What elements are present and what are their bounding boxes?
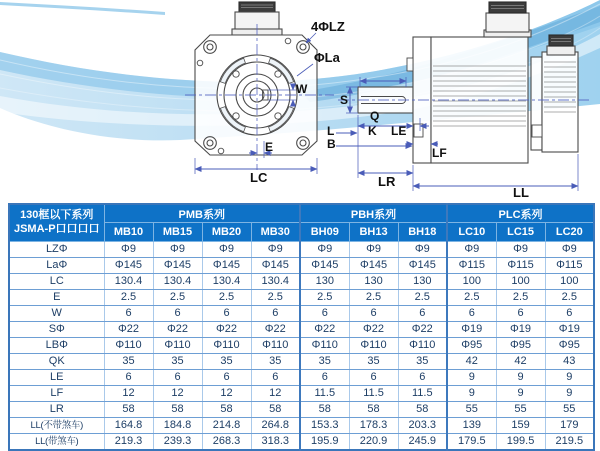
- value-cell: 199.5: [496, 434, 545, 451]
- value-cell: 220.9: [349, 434, 398, 451]
- value-cell: 130: [398, 274, 447, 290]
- column-header-bh13: BH13: [349, 223, 398, 242]
- dim-label-lf: LF: [432, 146, 447, 160]
- value-cell: 179: [545, 418, 594, 434]
- value-cell: 9: [447, 370, 496, 386]
- table-row: [9, 434, 594, 451]
- value-cell: 219.3: [104, 434, 153, 451]
- value-cell: 6: [447, 306, 496, 322]
- value-cell: 35: [202, 354, 251, 370]
- value-cell: 42: [447, 354, 496, 370]
- value-cell: 6: [398, 370, 447, 386]
- value-cell: 35: [251, 354, 300, 370]
- dim-label-w: W: [296, 82, 308, 96]
- row-label: QK: [9, 354, 104, 370]
- value-cell: Φ9: [251, 242, 300, 258]
- value-cell: 42: [496, 354, 545, 370]
- value-cell: 130.4: [251, 274, 300, 290]
- value-cell: Φ22: [104, 322, 153, 338]
- value-cell: 6: [349, 306, 398, 322]
- value-cell: Φ19: [496, 322, 545, 338]
- value-cell: 130.4: [104, 274, 153, 290]
- value-cell: Φ110: [202, 338, 251, 354]
- value-cell: 214.8: [202, 418, 251, 434]
- row-label: LL(带煞车): [9, 434, 104, 451]
- column-header-mb10: MB10: [104, 223, 153, 242]
- value-cell: Φ9: [153, 242, 202, 258]
- row-label: LaΦ: [9, 258, 104, 274]
- value-cell: 58: [153, 402, 202, 418]
- dimension-diagram: [0, 0, 600, 203]
- value-cell: 318.3: [251, 434, 300, 451]
- value-cell: 9: [447, 386, 496, 402]
- value-cell: 195.9: [300, 434, 349, 451]
- value-cell: 219.5: [545, 434, 594, 451]
- value-cell: Φ95: [496, 338, 545, 354]
- value-cell: Φ22: [300, 322, 349, 338]
- value-cell: 12: [153, 386, 202, 402]
- table-row: [9, 386, 594, 402]
- table-row: [9, 274, 594, 290]
- value-cell: 58: [251, 402, 300, 418]
- dim-label-lc: LC: [250, 170, 268, 185]
- value-cell: 35: [153, 354, 202, 370]
- dim-label-la: ΦLa: [314, 50, 340, 65]
- row-label: LL(不带煞车): [9, 418, 104, 434]
- value-cell: Φ9: [447, 242, 496, 258]
- value-cell: Φ19: [545, 322, 594, 338]
- value-cell: Φ9: [398, 242, 447, 258]
- value-cell: Φ110: [153, 338, 202, 354]
- value-cell: 2.5: [349, 290, 398, 306]
- value-cell: 130.4: [202, 274, 251, 290]
- value-cell: 2.5: [545, 290, 594, 306]
- value-cell: Φ95: [545, 338, 594, 354]
- value-cell: Φ95: [447, 338, 496, 354]
- value-cell: 130: [300, 274, 349, 290]
- value-cell: Φ110: [349, 338, 398, 354]
- value-cell: 130: [349, 274, 398, 290]
- value-cell: Φ9: [104, 242, 153, 258]
- value-cell: Φ9: [300, 242, 349, 258]
- value-cell: 6: [251, 370, 300, 386]
- value-cell: 58: [398, 402, 447, 418]
- value-cell: 6: [545, 306, 594, 322]
- value-cell: 2.5: [300, 290, 349, 306]
- row-label: LBΦ: [9, 338, 104, 354]
- value-cell: 58: [104, 402, 153, 418]
- value-cell: 58: [300, 402, 349, 418]
- table-row: [9, 306, 594, 322]
- dim-label-lz: 4ΦLZ: [311, 19, 345, 34]
- value-cell: 55: [545, 402, 594, 418]
- value-cell: 55: [447, 402, 496, 418]
- dim-label-s: S: [340, 93, 349, 107]
- corner-header: [9, 204, 104, 242]
- value-cell: 2.5: [496, 290, 545, 306]
- value-cell: 58: [349, 402, 398, 418]
- value-cell: 178.3: [349, 418, 398, 434]
- value-cell: 2.5: [104, 290, 153, 306]
- value-cell: 9: [496, 370, 545, 386]
- column-header-mb15: MB15: [153, 223, 202, 242]
- value-cell: Φ9: [349, 242, 398, 258]
- table-row: [9, 418, 594, 434]
- value-cell: Φ110: [300, 338, 349, 354]
- table-row: [9, 338, 594, 354]
- row-label: E: [9, 290, 104, 306]
- value-cell: 43: [545, 354, 594, 370]
- column-header-bh18: BH18: [398, 223, 447, 242]
- value-cell: 6: [251, 306, 300, 322]
- value-cell: 153.3: [300, 418, 349, 434]
- table-row: [9, 290, 594, 306]
- dim-label-le: LE: [391, 124, 407, 138]
- value-cell: 2.5: [447, 290, 496, 306]
- value-cell: 100: [447, 274, 496, 290]
- value-cell: 6: [349, 370, 398, 386]
- value-cell: 159: [496, 418, 545, 434]
- value-cell: Φ22: [153, 322, 202, 338]
- value-cell: Φ115: [545, 258, 594, 274]
- series-header-pmb: PMB系列: [104, 204, 300, 223]
- value-cell: 179.5: [447, 434, 496, 451]
- value-cell: 100: [545, 274, 594, 290]
- value-cell: 9: [496, 386, 545, 402]
- value-cell: 6: [104, 370, 153, 386]
- column-header-lc15: LC15: [496, 223, 545, 242]
- value-cell: 245.9: [398, 434, 447, 451]
- dim-label-lr: LR: [378, 174, 396, 189]
- value-cell: 268.3: [202, 434, 251, 451]
- table-row: [9, 354, 594, 370]
- value-cell: 139: [447, 418, 496, 434]
- value-cell: Φ9: [496, 242, 545, 258]
- value-cell: Φ110: [251, 338, 300, 354]
- column-header-bh09: BH09: [300, 223, 349, 242]
- table-row: [9, 322, 594, 338]
- value-cell: 58: [202, 402, 251, 418]
- value-cell: 12: [202, 386, 251, 402]
- value-cell: Φ22: [398, 322, 447, 338]
- value-cell: 55: [496, 402, 545, 418]
- table-row: [9, 242, 594, 258]
- value-cell: 100: [496, 274, 545, 290]
- value-cell: 6: [300, 306, 349, 322]
- value-cell: 164.8: [104, 418, 153, 434]
- dim-label-e: E: [265, 140, 274, 154]
- dim-label-k: K: [368, 124, 377, 138]
- table-row: [9, 402, 594, 418]
- value-cell: 2.5: [251, 290, 300, 306]
- value-cell: 239.3: [153, 434, 202, 451]
- value-cell: 203.3: [398, 418, 447, 434]
- series-header-row: [9, 204, 594, 223]
- value-cell: 11.5: [398, 386, 447, 402]
- row-label: LR: [9, 402, 104, 418]
- value-cell: 2.5: [202, 290, 251, 306]
- row-label: LF: [9, 386, 104, 402]
- value-cell: 2.5: [398, 290, 447, 306]
- value-cell: 6: [153, 370, 202, 386]
- value-cell: 35: [398, 354, 447, 370]
- value-cell: Φ115: [447, 258, 496, 274]
- value-cell: Φ145: [251, 258, 300, 274]
- value-cell: 264.8: [251, 418, 300, 434]
- value-cell: Φ110: [104, 338, 153, 354]
- value-cell: 6: [153, 306, 202, 322]
- series-header-plc: PLC系列: [447, 204, 594, 223]
- value-cell: Φ22: [349, 322, 398, 338]
- value-cell: Φ22: [251, 322, 300, 338]
- column-header-lc20: LC20: [545, 223, 594, 242]
- value-cell: 130.4: [153, 274, 202, 290]
- value-cell: 6: [104, 306, 153, 322]
- value-cell: Φ110: [398, 338, 447, 354]
- value-cell: 11.5: [300, 386, 349, 402]
- column-header-lc10: LC10: [447, 223, 496, 242]
- value-cell: Φ115: [496, 258, 545, 274]
- spec-table: [8, 203, 595, 451]
- value-cell: 11.5: [349, 386, 398, 402]
- row-label: LZΦ: [9, 242, 104, 258]
- value-cell: 35: [349, 354, 398, 370]
- value-cell: 184.8: [153, 418, 202, 434]
- dim-label-ll: LL: [513, 185, 529, 200]
- value-cell: Φ145: [398, 258, 447, 274]
- dim-label-q: Q: [370, 109, 380, 123]
- value-cell: 12: [251, 386, 300, 402]
- dim-label-l: L: [327, 124, 335, 138]
- table-row: [9, 370, 594, 386]
- dim-label-b: B: [327, 137, 336, 151]
- value-cell: 35: [104, 354, 153, 370]
- value-cell: Φ22: [202, 322, 251, 338]
- value-cell: Φ145: [349, 258, 398, 274]
- table-row: [9, 258, 594, 274]
- value-cell: Φ145: [153, 258, 202, 274]
- series-header-pbh: PBH系列: [300, 204, 447, 223]
- value-cell: 6: [496, 306, 545, 322]
- value-cell: 2.5: [153, 290, 202, 306]
- value-cell: Φ145: [104, 258, 153, 274]
- value-cell: Φ9: [545, 242, 594, 258]
- motor-front-view: [195, 2, 317, 155]
- column-header-mb30: MB30: [251, 223, 300, 242]
- row-label: LE: [9, 370, 104, 386]
- value-cell: 6: [300, 370, 349, 386]
- value-cell: 9: [545, 386, 594, 402]
- row-label: LC: [9, 274, 104, 290]
- corner-line1: 130框以下系列: [20, 209, 94, 222]
- value-cell: Φ145: [300, 258, 349, 274]
- value-cell: 35: [300, 354, 349, 370]
- column-header-mb20: MB20: [202, 223, 251, 242]
- corner-line2: JSMA-P口口口口: [13, 223, 100, 235]
- value-cell: 6: [202, 370, 251, 386]
- value-cell: Φ9: [202, 242, 251, 258]
- value-cell: 12: [104, 386, 153, 402]
- value-cell: 6: [202, 306, 251, 322]
- value-cell: Φ19: [447, 322, 496, 338]
- value-cell: 9: [545, 370, 594, 386]
- value-cell: 6: [398, 306, 447, 322]
- row-label: SΦ: [9, 322, 104, 338]
- row-label: W: [9, 306, 104, 322]
- value-cell: Φ145: [202, 258, 251, 274]
